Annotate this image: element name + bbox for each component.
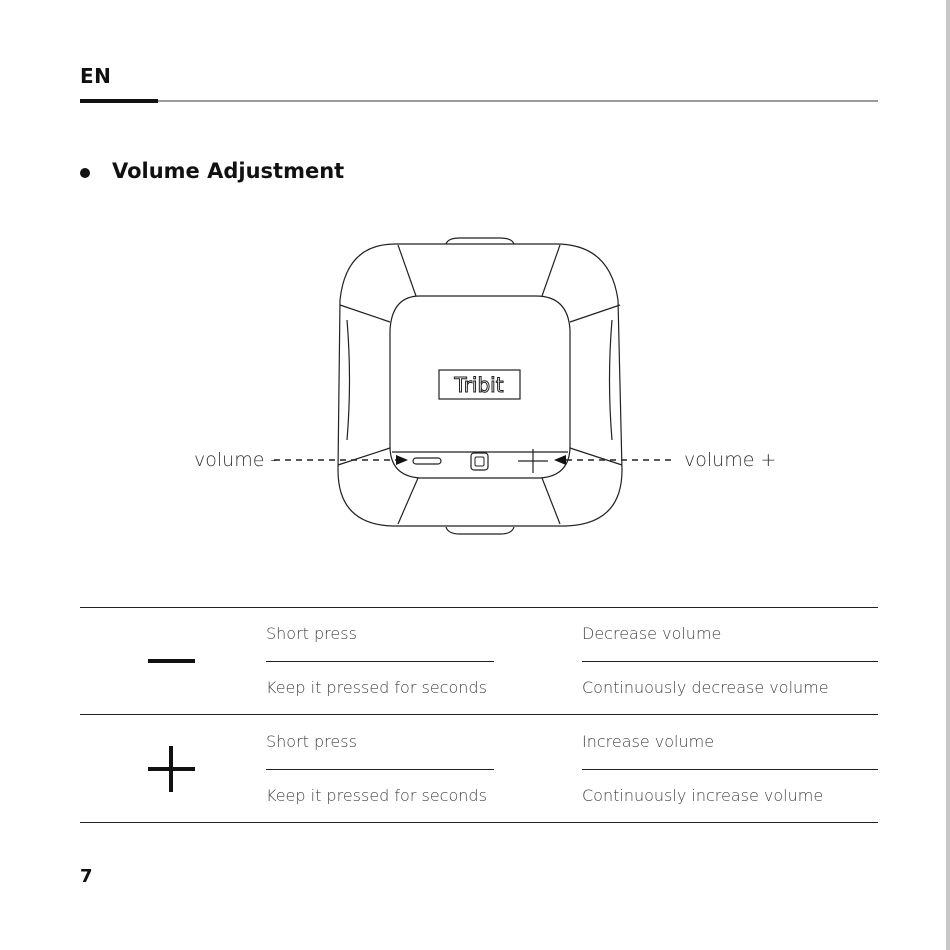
minus-button-icon	[413, 458, 441, 464]
speaker-top-cap	[446, 238, 514, 244]
speaker-bottom-cap	[446, 527, 514, 534]
table-cell-press: Keep it pressed for seconds	[266, 678, 487, 697]
table-cell-result: Continuously decrease volume	[582, 678, 829, 697]
table-cell-press: Keep it pressed for seconds	[266, 786, 487, 805]
section-title: Volume Adjustment	[112, 159, 345, 183]
table-cell-result: Decrease volume	[582, 624, 722, 643]
table-rule-top	[80, 607, 878, 608]
tribit-logo: Tribit	[454, 373, 504, 397]
table-cell-result: Continuously increase volume	[582, 786, 824, 805]
plus-icon-vertical	[169, 746, 173, 792]
page-number: 7	[80, 866, 93, 887]
arrow-right-icon	[396, 455, 408, 465]
table-rule-bottom	[80, 822, 878, 823]
table-cell-press: Short press	[266, 732, 357, 751]
power-button-icon	[471, 453, 488, 470]
volume-minus-label: volume -	[194, 449, 278, 471]
volume-plus-label: volume +	[684, 449, 777, 471]
arrow-left-icon	[554, 455, 566, 465]
minus-icon	[148, 659, 195, 663]
language-label: EN	[80, 64, 112, 88]
table-cell-press: Short press	[266, 624, 357, 643]
table-rule-middle	[80, 714, 878, 715]
table-cell-result: Increase volume	[582, 732, 715, 751]
